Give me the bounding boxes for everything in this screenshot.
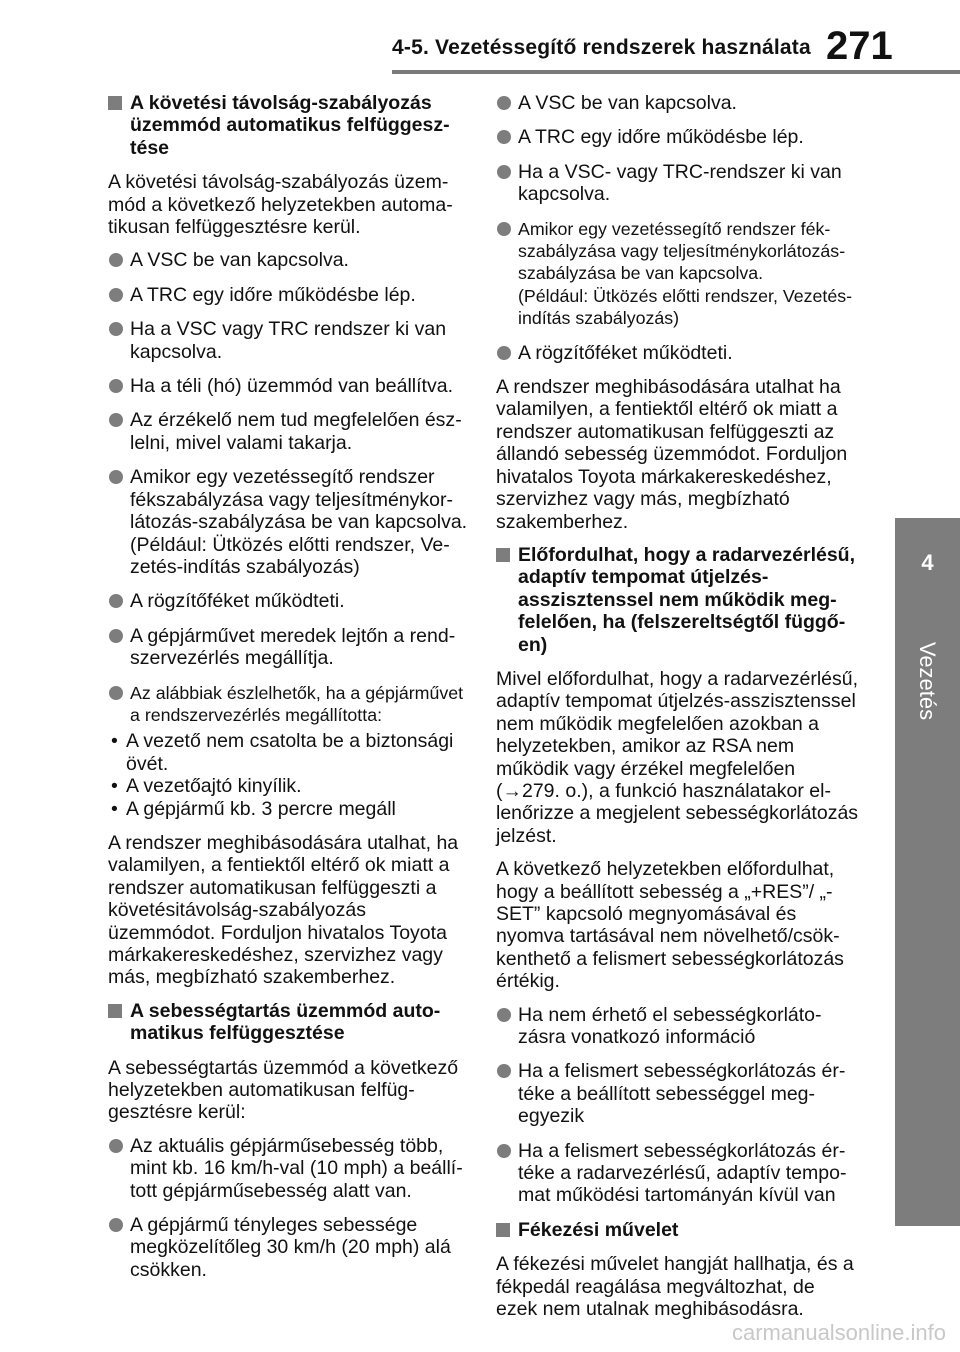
list-item: Amikor egy vezetéssegítő rendszer fékszabályzása vagy teljesítménykorlátozás-szabályzása be van kapcsolva. (Például: Ütközés előtti rendszer, Vezetés-indítás szabályozás)	[496, 218, 860, 330]
list-item: A TRC egy időre működésbe lép.	[108, 284, 468, 306]
list-item: Az alábbiak észlelhetők, ha a gépjárművet a rendszervezérlés megállította:	[108, 682, 468, 727]
paragraph: Mivel előfordulhat, hogy a radarvezérlésű, adaptív tempomat útjelzés-asszisztenssel nem működik megfelelően azokban a helyzetekben, amikor az RSA nem működik vagy érzékel megfelelően (→279. o.), a funkció használatakor ellenőrizze a megjelent sebességkorlátozás jelzést.	[496, 667, 859, 847]
list-item: A rögzítőféket működteti.	[108, 590, 468, 612]
circle-bullet-icon	[497, 1144, 511, 1158]
circle-bullet-icon	[109, 470, 123, 484]
circle-bullet-icon	[497, 165, 511, 179]
circle-bullet-icon	[497, 1008, 511, 1022]
list-item: A rögzítőféket működteti.	[496, 342, 860, 364]
list-item: Ha a felismert sebességkorlátozás értéke a beállított sebességgel megegyezik	[496, 1060, 860, 1127]
square-bullet-icon	[108, 96, 122, 110]
right-column	[496, 92, 860, 1332]
circle-bullet-icon	[109, 594, 123, 608]
watermark-brand: carmanualsonline.info	[731, 1320, 946, 1345]
paragraph: A rendszer meghibásodására utalhat ha valamilyen, a fentiektől eltérő ok miatt a rendszer automatikusan felfüggeszti az állandó sebesség üzemmódot. Forduljon hivatalos Toyota márkakereskedéshez, szervizhez vagy más, megbízható szakemberhez.	[496, 376, 848, 533]
circle-bullet-icon	[109, 253, 123, 267]
page-number: 271	[826, 24, 893, 68]
section-heading: A követési távolság-szabályozás üzemmód automatikus felfüggesztése	[108, 92, 468, 159]
section-heading: A sebességtartás üzemmód automatikus felfüggesztése	[108, 1000, 468, 1045]
sub-list-item: • A vezetőajtó kinyílik.	[111, 775, 302, 798]
paragraph: A rendszer meghibásodására utalhat, ha valamilyen, a fentiektől eltérő ok miatt a rendszer automatikusan felfüggeszti a követésitávolság-szabályozás üzemmódot. Forduljon hivatalos Toyota márkakereskedéshez, szervizhez vagy más, megbízható szakemberhez.	[108, 831, 459, 989]
paragraph: A következő helyzetekben előfordulhat, hogy a beállított sebesség a „+RES”/ „-SET” kapcsoló megnyomásával és nyomva tartásával nem növelhető/csökkenthető a felismert sebességkorlátozás értékig.	[496, 858, 844, 993]
paragraph: A követési távolság-szabályozás üzemmód a következő helyzetekben automatikusan felfüggesztésre kerül.	[108, 171, 453, 239]
square-bullet-icon	[496, 548, 510, 562]
circle-bullet-icon	[109, 288, 123, 302]
circle-bullet-icon	[497, 130, 511, 144]
list-item: Amikor egy vezetéssegítő rendszer fékszabályzása vagy teljesítménykorlátozás-szabályzása be van kapcsolva. (Például: Ütközés előtti rendszer, Vezetés-indítás szabályozás)	[108, 466, 468, 578]
circle-bullet-icon	[497, 346, 511, 360]
section-heading: Fékezési művelet	[496, 1219, 860, 1241]
paragraph: A fékezési művelet hangját hallhatja, és a fékpedál reagálása megváltozhat, de ezek nem utalnak meghibásodásra.	[496, 1253, 854, 1321]
circle-bullet-icon	[109, 1139, 123, 1153]
sub-list-item: • A gépjármű kb. 3 percre megáll	[111, 797, 396, 820]
sub-list-item: • A vezető nem csatolta be a biztonsági övét.	[111, 730, 454, 775]
circle-bullet-icon	[109, 686, 123, 700]
section-heading: Előfordulhat, hogy a radarvezérlésű, adaptív tempomat útjelzésasszisztenssel nem működik megfelelően, ha (felszereltségtől függően)	[496, 544, 860, 656]
paragraph: A sebességtartás üzemmód a következő helyzetekben automatikusan felfüggesztésre kerül:	[108, 1056, 459, 1124]
section-title: 4-5. Vezetéssegítő rendszerek használata	[392, 36, 811, 59]
square-bullet-icon	[108, 1004, 122, 1018]
list-item: Az érzékelő nem tud megfelelően észlelni, mivel valami takarja.	[108, 409, 468, 454]
circle-bullet-icon	[109, 413, 123, 427]
circle-bullet-icon	[109, 629, 123, 643]
list-item: A TRC egy időre működésbe lép.	[496, 126, 860, 148]
circle-bullet-icon	[497, 222, 511, 236]
list-item: Ha a felismert sebességkorlátozás értéke a radarvezérlésű, adaptív tempomat működési tartományán kívül van	[496, 1140, 860, 1207]
sub-list	[108, 730, 468, 820]
circle-bullet-icon	[497, 96, 511, 110]
square-bullet-icon	[496, 1223, 510, 1237]
list-item: A gépjárművet meredek lejtőn a rendszervezérlés megállítja.	[108, 625, 468, 670]
page-header	[0, 0, 960, 76]
circle-bullet-icon	[109, 379, 123, 393]
list-item: Ha a VSC vagy TRC rendszer ki van kapcsolva.	[108, 318, 468, 363]
list-item: A VSC be van kapcsolva.	[496, 92, 860, 114]
list-item: Ha a téli (hó) üzemmód van beállítva.	[108, 375, 468, 397]
chapter-side-tab	[895, 518, 960, 1226]
list-item: Ha nem érhető el sebességkorlátozásra vonatkozó információ	[496, 1004, 860, 1049]
circle-bullet-icon	[109, 1218, 123, 1232]
header-rule	[392, 70, 960, 74]
chapter-number: 4	[921, 550, 934, 575]
circle-bullet-icon	[497, 1064, 511, 1078]
chapter-label: Vezetés	[915, 641, 940, 721]
list-item: Az aktuális gépjárműsebesség több, mint kb. 16 km/h-val (10 mph) a beállított gépjárműsebesség alatt van.	[108, 1135, 468, 1202]
list-item: A gépjármű tényleges sebessége megközelítőleg 30 km/h (20 mph) alá csökken.	[108, 1214, 468, 1281]
circle-bullet-icon	[109, 322, 123, 336]
list-item: Ha a VSC- vagy TRC-rendszer ki van kapcsolva.	[496, 161, 860, 206]
left-column	[108, 92, 468, 1293]
list-item: A VSC be van kapcsolva.	[108, 249, 468, 271]
